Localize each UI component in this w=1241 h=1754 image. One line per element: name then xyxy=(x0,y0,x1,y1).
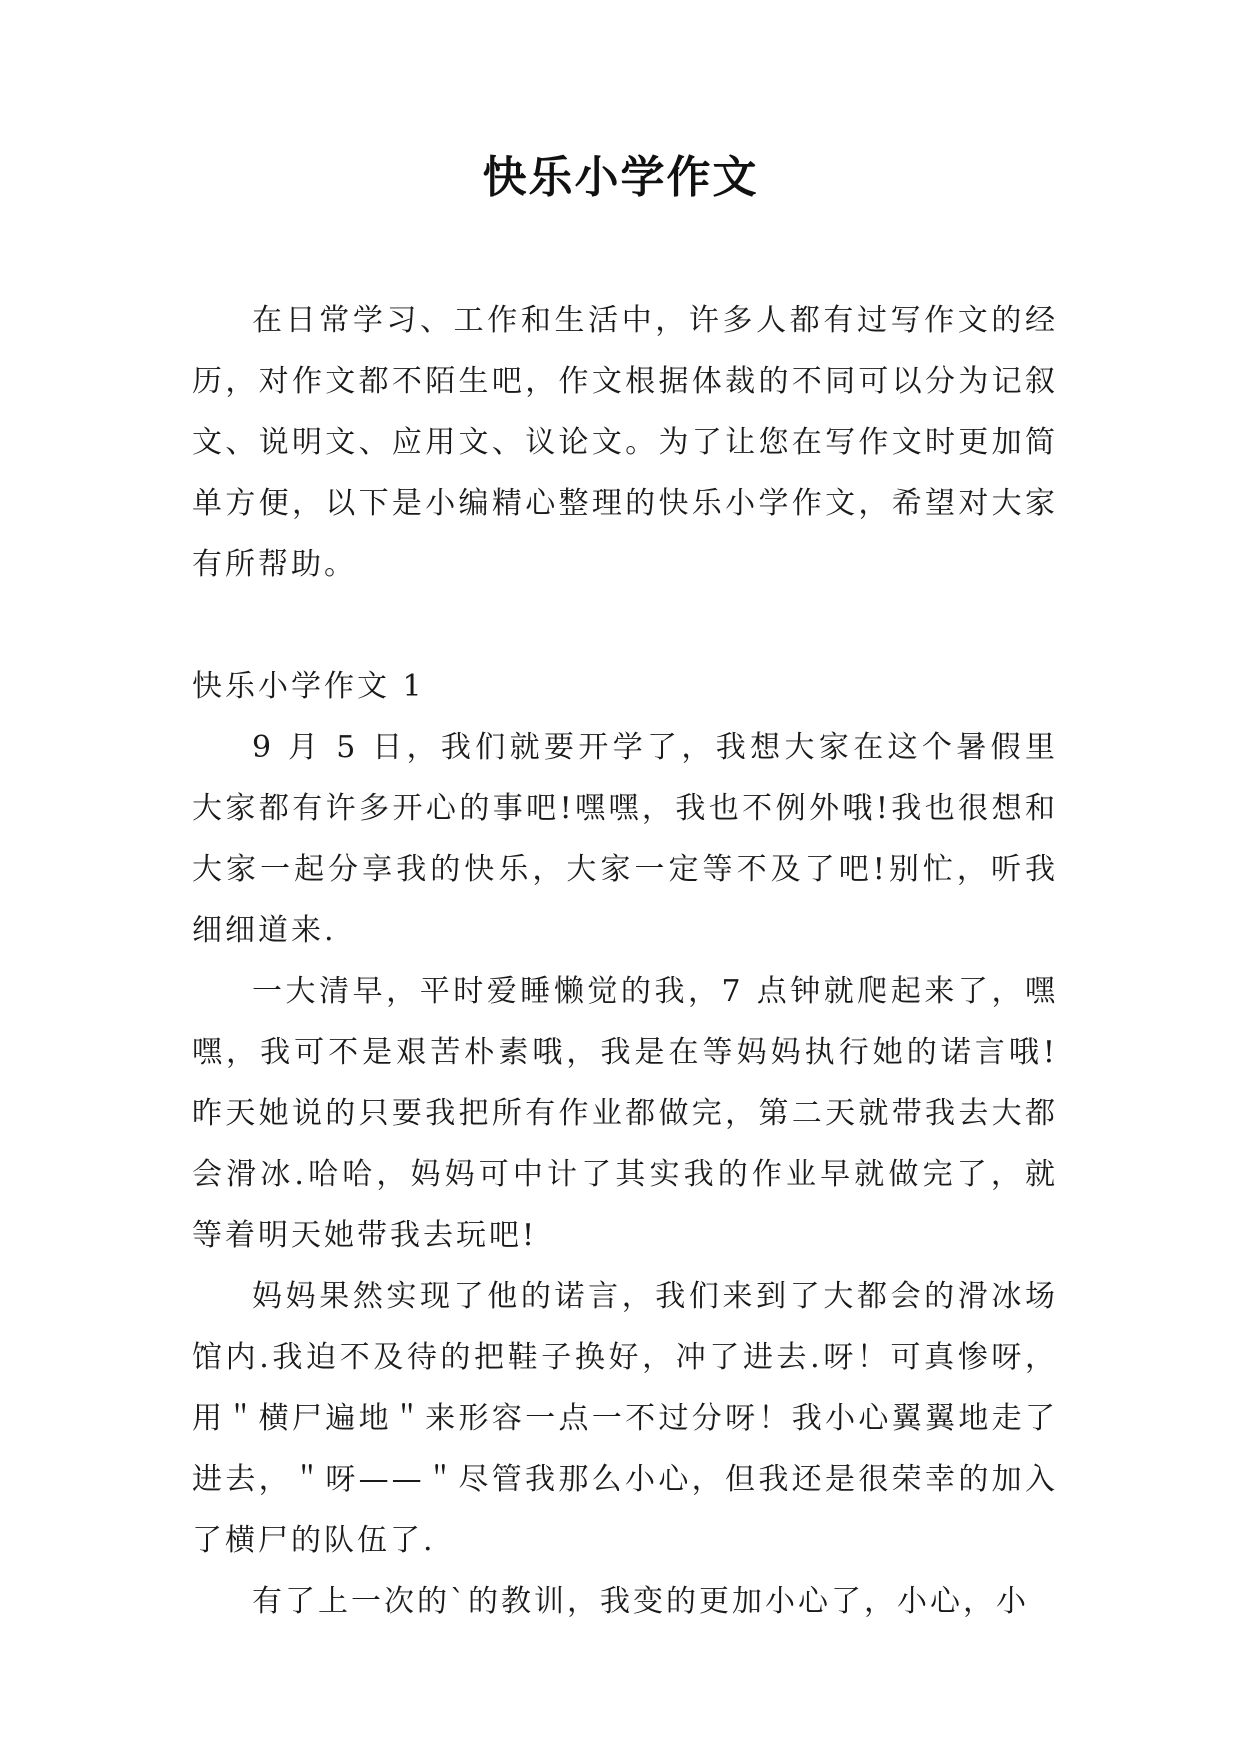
section-heading: 快乐小学作文 1 xyxy=(192,669,425,704)
document-body xyxy=(192,290,1058,1632)
body-paragraph: 妈妈果然实现了他的诺言，我们来到了大都会的滑冰场馆内.我迫不及待的把鞋子换好，冲了进去.呀！可真惨呀，用＂横尸遍地＂来形容一点一不过分呀！我小心翼翼地走了进去，＂呀——＂尽管我那么小心，但我还是很荣幸的加入了横尸的队伍了. xyxy=(192,1279,1058,1558)
document-title: 快乐小学作文 xyxy=(482,152,759,203)
body-paragraph: 有了上一次的`的教训，我变的更加小心了，小心，小 xyxy=(252,1584,1029,1619)
body-paragraph: 9 月 5 日，我们就要开学了，我想大家在这个暑假里大家都有许多开心的事吧!嘿嘿，我也不例外哦!我也很想和大家一起分享我的快乐，大家一定等不及了吧!别忙，听我细细道来. xyxy=(192,730,1058,948)
body-paragraph: 一大清早，平时爱睡懒觉的我，7 点钟就爬起来了，嘿嘿，我可不是艰苦朴素哦，我是在等妈妈执行她的诺言哦!昨天她说的只要我把所有作业都做完，第二天就带我去大都会滑冰.哈哈，妈妈可中计了其实我的作业早就做完了，就等着明天她带我去玩吧! xyxy=(192,974,1058,1253)
intro-paragraph: 在日常学习、工作和生活中，许多人都有过写作文的经历，对作文都不陌生吧，作文根据体裁的不同可以分为记叙文、说明文、应用文、议论文。为了让您在写作文时更加简单方便，以下是小编精心整理的快乐小学作文，希望对大家有所帮助。 xyxy=(192,303,1058,582)
